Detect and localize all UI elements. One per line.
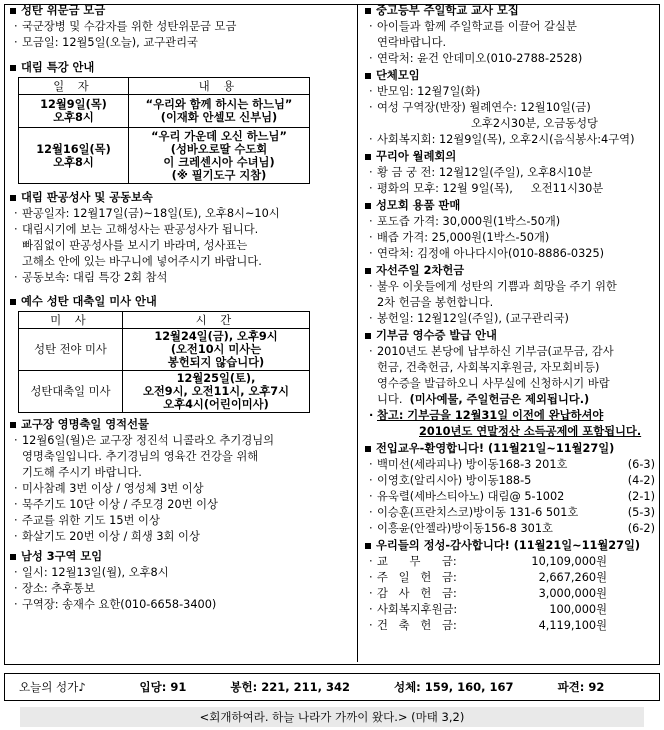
section-bishop-feast [8,417,352,545]
section-title: 대림 판공성사 및 공동보속 [8,190,352,206]
offering-row: · 감 사 헌 금: 3,000,000원 [363,586,655,602]
section-title: 우리들의 정성-감사합니다! (11월21일~11월27일) [363,538,655,554]
list-item: · 황 금 궁 전: 12월12일(주일), 오후8시10분 [363,165,655,181]
table-cell: 12월9일(목) 오후8시 [19,95,129,128]
list-item: · 주교를 위한 기도 15번 이상 [8,513,352,529]
mass-table [18,311,310,413]
lecture-table [18,77,310,184]
list-item: · 이영호(알리시아) 방이동188-5 (4-2) [363,473,655,489]
list-item: · 2010년도 본당에 납부하신 기부금(교무금, 감사 [363,344,655,360]
list-item: · 대림시기에 보는 고해성사는 판공성사가 됩니다. [8,222,352,238]
list-item: · 화살기도 20번 이상 / 희생 3회 이상 [8,529,352,545]
section-donation-receipt [363,328,655,440]
list-item: · 연락처: 김정애 아나다시아(010-8886-0325) [363,246,655,262]
list-item: · 여성 구역장(반장) 월례연수: 12월10일(금) [363,100,655,116]
text-line: 기도해 주시기 바랍니다. [22,466,142,479]
section-curia [363,149,655,197]
list-item: · 일시: 12월13일(월), 오후8시 [8,565,352,581]
list-item: · 사회복지회: 12월9일(목), 오후2시(음식봉사:4구역) [363,132,655,148]
left-column [8,2,352,614]
hymn-offertory: 봉헌: 221, 211, 342 [230,680,350,694]
bible-verse: <회개하여라. 하늘 나라가 가까이 왔다.> (마태 3,2) [20,707,644,727]
section-title: 단체모임 [363,68,655,84]
section-group-meetings [363,68,655,148]
list-item: · 유욱렬(세바스티아노) 대림@ 5-1002 (2-1) [363,489,655,505]
list-item: · 판공일자: 12월17일(금)~18일(토), 오후8시~10시 [8,206,352,222]
table-cell: 12월16일(목) 오후8시 [19,128,129,184]
section-teacher-recruit [363,3,655,67]
offering-row: · 교 무 금: 10,109,000원 [363,554,655,570]
table-header: 일 자 [19,78,129,95]
table-cell: 성탄 전야 미사 [19,329,123,371]
text-line: 영명축일입니다. 추기경님의 영육간 건강을 위해 [22,450,259,463]
list-item: · 포도즙 가격: 30,000원(1박스-50개) [363,214,655,230]
offering-row: · 건 축 헌 금: 4,119,100원 [363,618,655,634]
hymn-footer [4,673,660,701]
section-title: 꾸리아 월례회의 [363,149,655,165]
list-item: · 백미선(세라피나) 방이동168-3 201호 (6-3) [363,457,655,473]
section-new-members [363,441,655,537]
list-item: · 반모임: 12월7일(화) [363,84,655,100]
offering-row: · 주 일 헌 금: 2,667,260원 [363,570,655,586]
section-advent-lecture [8,60,352,184]
notice-line: 2010년도 연말정산 소득공제에 포함됩니다. [419,425,642,438]
text-line: 니다. (미사예물, 주일헌금은 제외됩니다.) [377,393,590,406]
section-men-district [8,549,352,613]
list-item: · 공동보속: 대림 특강 2회 참석 [8,270,352,286]
list-item: · 이흥윤(안젤라)방이동156-8 301호 (6-2) [363,521,655,537]
list-item: · 구역장: 송재수 요한(010-6658-3400) [8,597,352,613]
table-header: 시 간 [123,312,310,329]
section-title: 중고등부 주일학교 교사 모집 [363,3,655,19]
text-line: 연락바랍니다. [377,36,447,49]
notice-line: · 참고: 기부금을 12월31일 이전에 완납하셔야 [363,408,655,424]
text-line: 2차 헌금을 봉헌합니다. [377,296,494,309]
list-item: · 모금일: 12월5일(오늘), 교구관리국 [8,35,352,51]
section-offerings [363,538,655,634]
section-title: 자선주일 2차헌금 [363,263,655,279]
section-charity-collection [363,263,655,327]
table-header: 미 사 [19,312,123,329]
section-title: 교구장 영명축일 영적선물 [8,417,352,433]
list-item: · 봉헌일: 12월12일(주일), (교구관리국) [363,311,655,327]
offering-row: · 사회복지후원금: 100,000원 [363,602,655,618]
list-item: · 12월6일(월)은 교구장 정진석 니콜라오 추기경님의 [8,433,352,449]
text-line: 영수증을 발급하오니 사무실에 신청하시기 바랍 [377,377,610,390]
section-mothers-sale [363,198,655,262]
section-title: 기부금 영수증 발급 안내 [363,328,655,344]
list-item: · 불우 이웃들에게 성탄의 기쁨과 희망을 주기 위한 [363,279,655,295]
table-cell: 12월24일(금), 오후9시 (오전10시 미사는 봉헌되지 않습니다) [123,329,310,371]
section-christmas-donation [8,3,352,51]
list-item: · 평화의 모후: 12월 9일(목), 오전11시30분 [363,181,655,197]
section-title: 대림 특강 안내 [8,60,352,76]
section-title: 성모회 용품 판매 [363,198,655,214]
section-christmas-mass [8,294,352,413]
section-title: 성탄 위문금 모금 [8,3,352,19]
hymn-communion: 성체: 159, 160, 167 [393,680,514,694]
hymn-entrance: 입당: 91 [139,680,187,694]
section-title: 예수 성탄 대축일 미사 안내 [8,294,352,310]
list-item: · 이승훈(프란치스코)방이동 131-6 501호 (5-3) [363,505,655,521]
list-item: · 아이들과 함께 주일학교를 이끌어 갈실분 [363,19,655,35]
table-cell: 성탄대축일 미사 [19,371,123,413]
column-divider [357,4,358,662]
list-item: · 묵주기도 10단 이상 / 주모경 20번 이상 [8,497,352,513]
right-column [363,2,655,635]
list-item: · 배즙 가격: 25,000원(1박스-50개) [363,230,655,246]
hymn-label: 오늘의 성가♪ [19,680,86,694]
table-cell: “우리 가운데 오신 하느님” (성바오로딸 수도회 이 크레센시아 수녀님) (※ 필기도구 지참) [129,128,310,184]
section-title: 남성 3구역 모임 [8,549,352,565]
list-item: · 연락처: 윤건 안데미오(010-2788-2528) [363,51,655,67]
section-confession [8,190,352,286]
list-item: · 장소: 추후통보 [8,581,352,597]
table-cell: 12월25일(토), 오전9시, 오전11시, 오후7시 오후4시(어린이미사) [123,371,310,413]
list-item: · 국군장병 및 수감자를 위한 성탄위문금 모금 [8,19,352,35]
text-line: 고해소 안에 있는 바구니에 넣어주시기 바랍니다. [22,255,262,268]
text-line: 빠짐없이 판공성사를 보시기 바라며, 성사표는 [22,239,248,252]
table-cell: “우리와 함께 하시는 하느님” (이재화 안셀모 신부님) [129,95,310,128]
text-line: 헌금, 건축헌금, 사회복지후원금, 자모회비등) [377,361,600,374]
section-title: 전입교우-환영합니다! (11월21일~11월27일) [363,441,655,457]
list-item: · 미사참례 3번 이상 / 영성체 3번 이상 [8,481,352,497]
table-header: 내 용 [129,78,310,95]
hymn-recessional: 파견: 92 [557,680,605,694]
text-line: 오후2시30분, 오금동성당 [471,117,598,130]
